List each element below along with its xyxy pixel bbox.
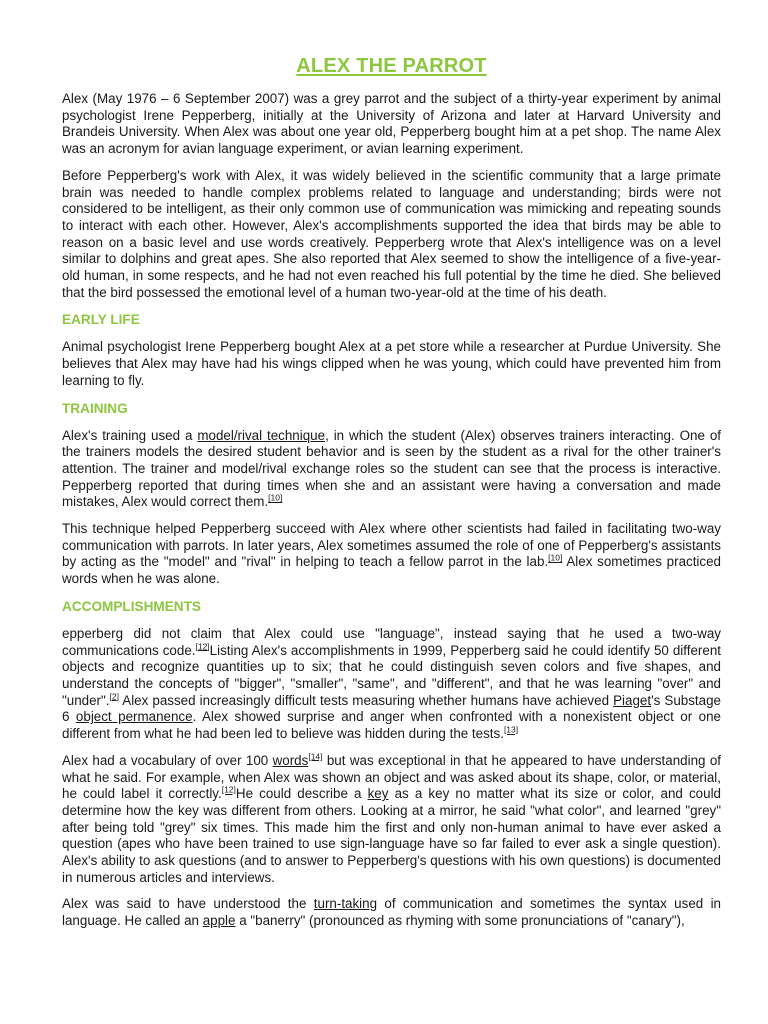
link-object-permanence[interactable]: object permanence xyxy=(75,709,193,725)
text-run: a "banerry" (pronounced as rhyming with some pronunciations of "canary"), xyxy=(235,913,685,929)
text-run: Alex had a vocabulary of over 100 xyxy=(62,752,273,768)
text-run: , in which the student (Alex) observes trainers interacting. One of the trainers models the desired student behavior and is seen by the student as a rival for the other trainer's attention. The trainer and model/rival exchange roles so the student can see that the process is interactive. Pepperberg reported that during times when she and an assistant were having a conversation and made mistakes, Alex would correct them. xyxy=(62,427,721,510)
citation-ref[interactable]: [10] xyxy=(268,492,283,503)
document-page xyxy=(62,52,721,940)
early-life-paragraph: Animal psychologist Irene Pepperberg bought Alex at a pet store while a researcher at Purdue University. She believes that Alex may have had his wings clipped when he was young, which could have prevented him from learning to fly. xyxy=(62,339,721,388)
text-run: but was exceptional in that he appeared to have understanding of what he said. For example, when Alex was shown an object and was asked about its shape, color, or material, he could label it correctly. xyxy=(62,752,721,802)
section-heading-early-life: EARLY LIFE xyxy=(62,312,140,328)
intro-paragraph-2: Before Pepperberg's work with Alex, it was widely believed in the scientific community that a large primate brain was needed to handle complex problems related to language and understanding; birds were not considered to be intelligent, as their only common use of communication was mimicking and repeating sounds to interact with each other. However, Alex's accomplishments supported the idea that birds may be able to reason on a basic level and use words creatively. Pepperberg wrote that Alex's intelligence was on a level similar to dolphins and great apes. She also reported that Alex seemed to show the intelligence of a five-year-old human, in some respects, and he had not even reached his full potential by the time he died. She believed that the bird possessed the emotional level of a human two-year-old at the time of his death. xyxy=(62,167,721,300)
citation-ref[interactable]: [13] xyxy=(503,724,519,735)
text-run: . Alex showed surprise and anger when confronted with a nonexistent object or one different from what he had been led to believe was hidden during the tests. xyxy=(62,709,721,742)
text-run: Listing Alex's accomplishments in 1999, Pepperberg said he could identify 50 different objects and recognize quantities up to six; that he could distinguish seven colors and five shapes, and understand the concepts of "bigger", "smaller", "same", and "different", and that he was learning "over" and "under". xyxy=(62,642,721,708)
training-paragraph-2 xyxy=(62,521,721,588)
intro-paragraph-1: Alex (May 1976 – 6 September 2007) was a grey parrot and the subject of a thirty-year experiment by animal psychologist Irene Pepperberg, initially at the University of Arizona and later at Harvard University and Brandeis University. When Alex was about one year old, Pepperberg bought him at a pet shop. The name Alex was an acronym for avian language experiment, or avian learning experiment. xyxy=(62,91,721,157)
link-words[interactable]: words xyxy=(272,752,309,768)
citation-ref[interactable]: [2] xyxy=(109,691,119,702)
link-piaget[interactable]: Piaget xyxy=(613,692,652,708)
text-run: Alex's training used a xyxy=(62,427,198,443)
text-run: Alex was said to have understood the xyxy=(62,896,314,912)
citation-ref[interactable]: [14] xyxy=(308,751,323,762)
section-heading-training: TRAINING xyxy=(62,400,128,416)
training-paragraph-1 xyxy=(62,428,721,512)
text-run: epperberg did not claim that Alex could use "language", instead saying that he used a two-way communications code. xyxy=(62,625,721,658)
text-run: He could describe a xyxy=(235,786,368,802)
citation-ref[interactable]: [12] xyxy=(221,784,236,795)
accomplishments-paragraph-3 xyxy=(62,896,721,929)
link-turn-taking[interactable]: turn-taking xyxy=(313,896,378,912)
text-run: 's Substage 6 xyxy=(62,692,721,725)
text-run: Alex passed increasingly difficult tests measuring whether humans have achieved xyxy=(118,692,614,708)
section-heading-accomplishments: ACCOMPLISHMENTS xyxy=(62,598,201,614)
page-title: ALEX THE PARROT xyxy=(296,55,487,77)
citation-ref[interactable]: [12] xyxy=(195,641,210,652)
link-key[interactable]: key xyxy=(367,786,389,802)
accomplishments-paragraph-2 xyxy=(62,753,721,887)
text-run: of communication and sometimes the syntax used in language. He called an xyxy=(62,896,722,929)
accomplishments-paragraph-1 xyxy=(62,626,721,743)
citation-ref[interactable]: [10] xyxy=(548,553,563,563)
link-apple[interactable]: apple xyxy=(202,913,236,929)
text-run: Alex sometimes practiced words when he was alone. xyxy=(62,554,721,587)
text-run: This technique helped Pepperberg succeed with Alex where other scientists had failed in facilitating two-way communication with parrots. In later years, Alex sometimes assumed the role of one of Pepperberg's assistants by acting as the "model" and "rival" in helping to teach a fellow parrot in the lab. xyxy=(62,521,721,570)
text-run: as a key no matter what its size or color, and could determine how the key was different from others. Looking at a mirror, he said "what color", and learned "grey" after being told "grey" six times. This made him the first and only non-human animal to have ever asked a question (apes who have been trained to use sign-language have so far failed to ever ask a single question). Alex's ability to ask questions (and to answer to Pepperberg's questions with his own questions) is documented in numerous articles and interviews. xyxy=(62,786,721,885)
link-model-rival-technique[interactable]: model/rival technique xyxy=(197,427,326,443)
